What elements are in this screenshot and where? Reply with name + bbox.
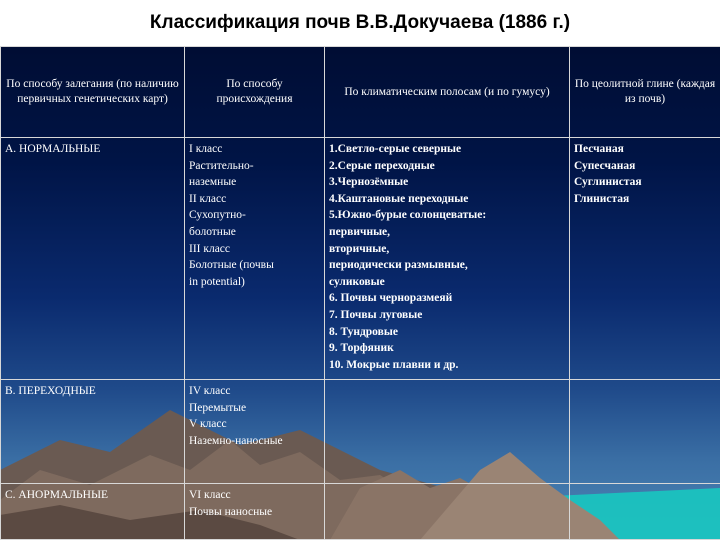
header-origin: По способу происхождения	[185, 47, 325, 138]
list-item: Перемытые	[189, 401, 247, 414]
row-label-normal: А. НОРМАЛЬНЫЕ	[1, 138, 185, 380]
list-item: VI класс	[189, 489, 231, 501]
list-item: Сухопутно-	[189, 209, 246, 222]
list-item: Глинистая	[574, 192, 630, 205]
header-climate: По климатическим полосам (и по гумусу)	[325, 47, 570, 138]
list-item: 9. Торфяник	[329, 342, 394, 355]
list-item: болотные	[189, 225, 236, 238]
list-item: 2.Серые переходные	[329, 159, 435, 172]
list-item: наземные	[189, 176, 237, 189]
row-label-abnormal: С. АНОРМАЛЬНЫЕ	[1, 484, 185, 540]
origin-cell	[185, 484, 325, 540]
table-row	[1, 138, 720, 380]
clay-cell-empty	[570, 380, 720, 484]
origin-cell	[185, 138, 325, 380]
list-item: периодически размывные,	[329, 259, 468, 272]
list-item: Суглинистая	[574, 176, 642, 189]
list-item: Растительно-	[189, 159, 254, 172]
list-item: Песчаная	[574, 143, 624, 155]
row-label-transitional: В. ПЕРЕХОДНЫЕ	[1, 380, 185, 484]
list-item: суликовые	[329, 275, 385, 288]
list-item: V класс	[189, 418, 227, 431]
list-item: Почвы наносные	[189, 505, 273, 518]
list-item: Болотные (почвы	[189, 259, 274, 272]
list-item: 8. Тундровые	[329, 325, 398, 338]
page-title: Классификация почв В.В.Докучаева (1886 г.)	[0, 0, 720, 46]
list-item: Супесчаная	[574, 159, 636, 172]
list-item: 1.Светло-серые северные	[329, 143, 462, 155]
clay-cell-empty	[570, 484, 720, 540]
origin-cell	[185, 380, 325, 484]
list-item: II класс	[189, 192, 227, 205]
list-item: 10. Мокрые плавни и др.	[329, 358, 459, 371]
climate-cell-empty	[325, 380, 570, 484]
list-item: III класс	[189, 242, 231, 255]
classification-table	[0, 46, 720, 540]
list-item: Наземно-наносные	[189, 434, 283, 447]
list-item: 7. Почвы луговые	[329, 308, 423, 321]
header-row	[1, 47, 720, 138]
list-item: вторичные,	[329, 242, 390, 255]
clay-cell	[570, 138, 720, 380]
header-bedding: По способу залегания (по наличию первичных генетических карт)	[1, 47, 185, 138]
list-item: IV класс	[189, 385, 231, 397]
climate-cell-empty	[325, 484, 570, 540]
table-row	[1, 484, 720, 540]
list-item: 4.Каштановые переходные	[329, 192, 469, 205]
list-item: 6. Почвы черноразмеяй	[329, 292, 453, 305]
list-item: 3.Чернозёмные	[329, 176, 409, 189]
header-clay: По цеолитной глине (каждая из почв)	[570, 47, 720, 138]
list-item: I класс	[189, 143, 223, 155]
climate-cell	[325, 138, 570, 380]
list-item: in potential)	[189, 275, 245, 288]
list-item: первичные,	[329, 225, 391, 238]
table-row	[1, 380, 720, 484]
list-item: 5.Южно-бурые солонцеватые:	[329, 209, 487, 222]
